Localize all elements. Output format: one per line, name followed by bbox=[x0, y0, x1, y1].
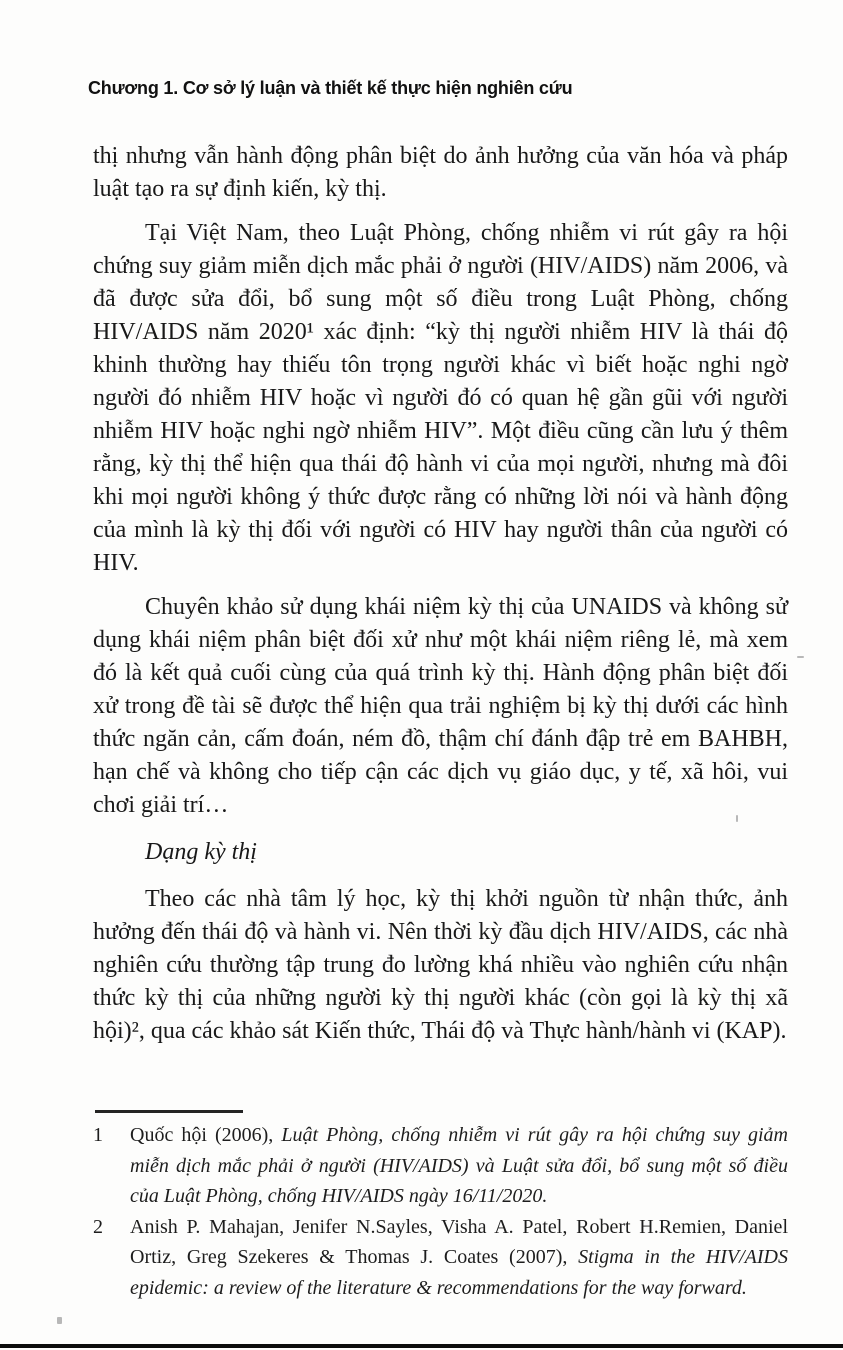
paragraph-continuation: thị nhưng vẫn hành động phân biệt do ảnh hưởng của văn hóa và pháp luật tạo ra sự định kiến, kỳ thị. bbox=[93, 143, 788, 202]
scan-edge-bar bbox=[0, 1344, 843, 1348]
footnote-block bbox=[93, 1110, 788, 1303]
footnote-citation-title: Stigma in the HIV/AIDS epidemic: a review of the literature & recommendations for the way forward. bbox=[130, 1246, 788, 1299]
footnote-separator-rule bbox=[95, 1110, 243, 1113]
subheading-stigma-types: Dạng kỳ thị bbox=[145, 839, 257, 865]
scan-speck bbox=[797, 656, 804, 658]
paragraph-unaids-concept: Chuyên khảo sử dụng khái niệm kỳ thị của UNAIDS và không sử dụng khái niệm phân biệt đối xử như một khái niệm riêng lẻ, mà xem đó là kết quả cuối cùng của quá trình kỳ thị. Hành động phân biệt đối xử trong đề tài sẽ được thể hiện qua trải nghiệm bị kỳ thị dưới các hình thức ngăn cản, cấm đoán, ném đồ, thậm chí đánh đập trẻ em BAHBH, hạn chế và không cho tiếp cận các dịch vụ giáo dục, y tế, xã hôi, vui chơi giải trí… bbox=[93, 594, 788, 818]
paragraph-psychology: Theo các nhà tâm lý học, kỳ thị khởi nguồn từ nhận thức, ảnh hưởng đến thái độ và hành vi. Nên thời kỳ đầu dịch HIV/AIDS, các nhà nghiên cứu thường tập trung đo lường khá nhiều vào nghiên cứu nhận thức kỳ thị của những người kỳ thị người khác (còn gọi là kỳ thị xã hội)², qua các khảo sát Kiến thức, Thái độ và Thực hành/hành vi (KAP). bbox=[93, 886, 788, 1044]
footnote-text bbox=[130, 1120, 788, 1212]
footnote-citation-roman: Quốc hội (2006), bbox=[130, 1124, 282, 1146]
footnote-number: 1 bbox=[93, 1124, 103, 1146]
scan-speck bbox=[57, 1317, 62, 1324]
footnote-citation-roman: Anish P. Mahajan, Jenifer N.Sayles, Visha A. Patel, Robert H.Remien, Daniel Ortiz, Greg Szekeres & Thomas J. Coates (2007), bbox=[130, 1215, 788, 1268]
body-text bbox=[93, 140, 788, 1059]
footnote-1 bbox=[93, 1120, 788, 1212]
footnote-number: 2 bbox=[93, 1215, 103, 1238]
footnote-citation-title: Luật Phòng, chống nhiễm vi rút gây ra hội chứng suy giảm miễn dịch mắc phải ở người (HIV/AIDS) và Luật sửa đổi, bổ sung một số điều của Luật Phòng, chống HIV/AIDS ngày 16/11/2020. bbox=[130, 1124, 788, 1207]
footnote-2 bbox=[93, 1212, 788, 1304]
paragraph-law-definition: Tại Việt Nam, theo Luật Phòng, chống nhiễm vi rút gây ra hội chứng suy giảm miễn dịch mắc phải ở người (HIV/AIDS) năm 2006, và đã được sửa đổi, bổ sung một số điều trong Luật Phòng, chống HIV/AIDS năm 2020¹ xác định: “kỳ thị người nhiễm HIV là thái độ khinh thường hay thiếu tôn trọng người khác vì biết hoặc nghi ngờ người đó nhiễm HIV hoặc vì người đó có quan hệ gần gũi với người nhiễm HIV hoặc nghi ngờ nhiễm HIV”. Một điều cũng cần lưu ý thêm rằng, kỳ thị thể hiện qua thái độ hành vi của mọi người, nhưng mà đôi khi mọi người không ý thức được rằng có những lời nói và hành động của mình là kỳ thị đối với người có HIV hay người thân của người có HIV. bbox=[93, 220, 788, 576]
scan-speck bbox=[736, 815, 738, 822]
running-header-text: Chương 1. Cơ sở lý luận và thiết kế thực hiện nghiên cứu bbox=[88, 78, 573, 98]
running-header bbox=[88, 78, 688, 99]
footnote-text bbox=[130, 1212, 788, 1304]
